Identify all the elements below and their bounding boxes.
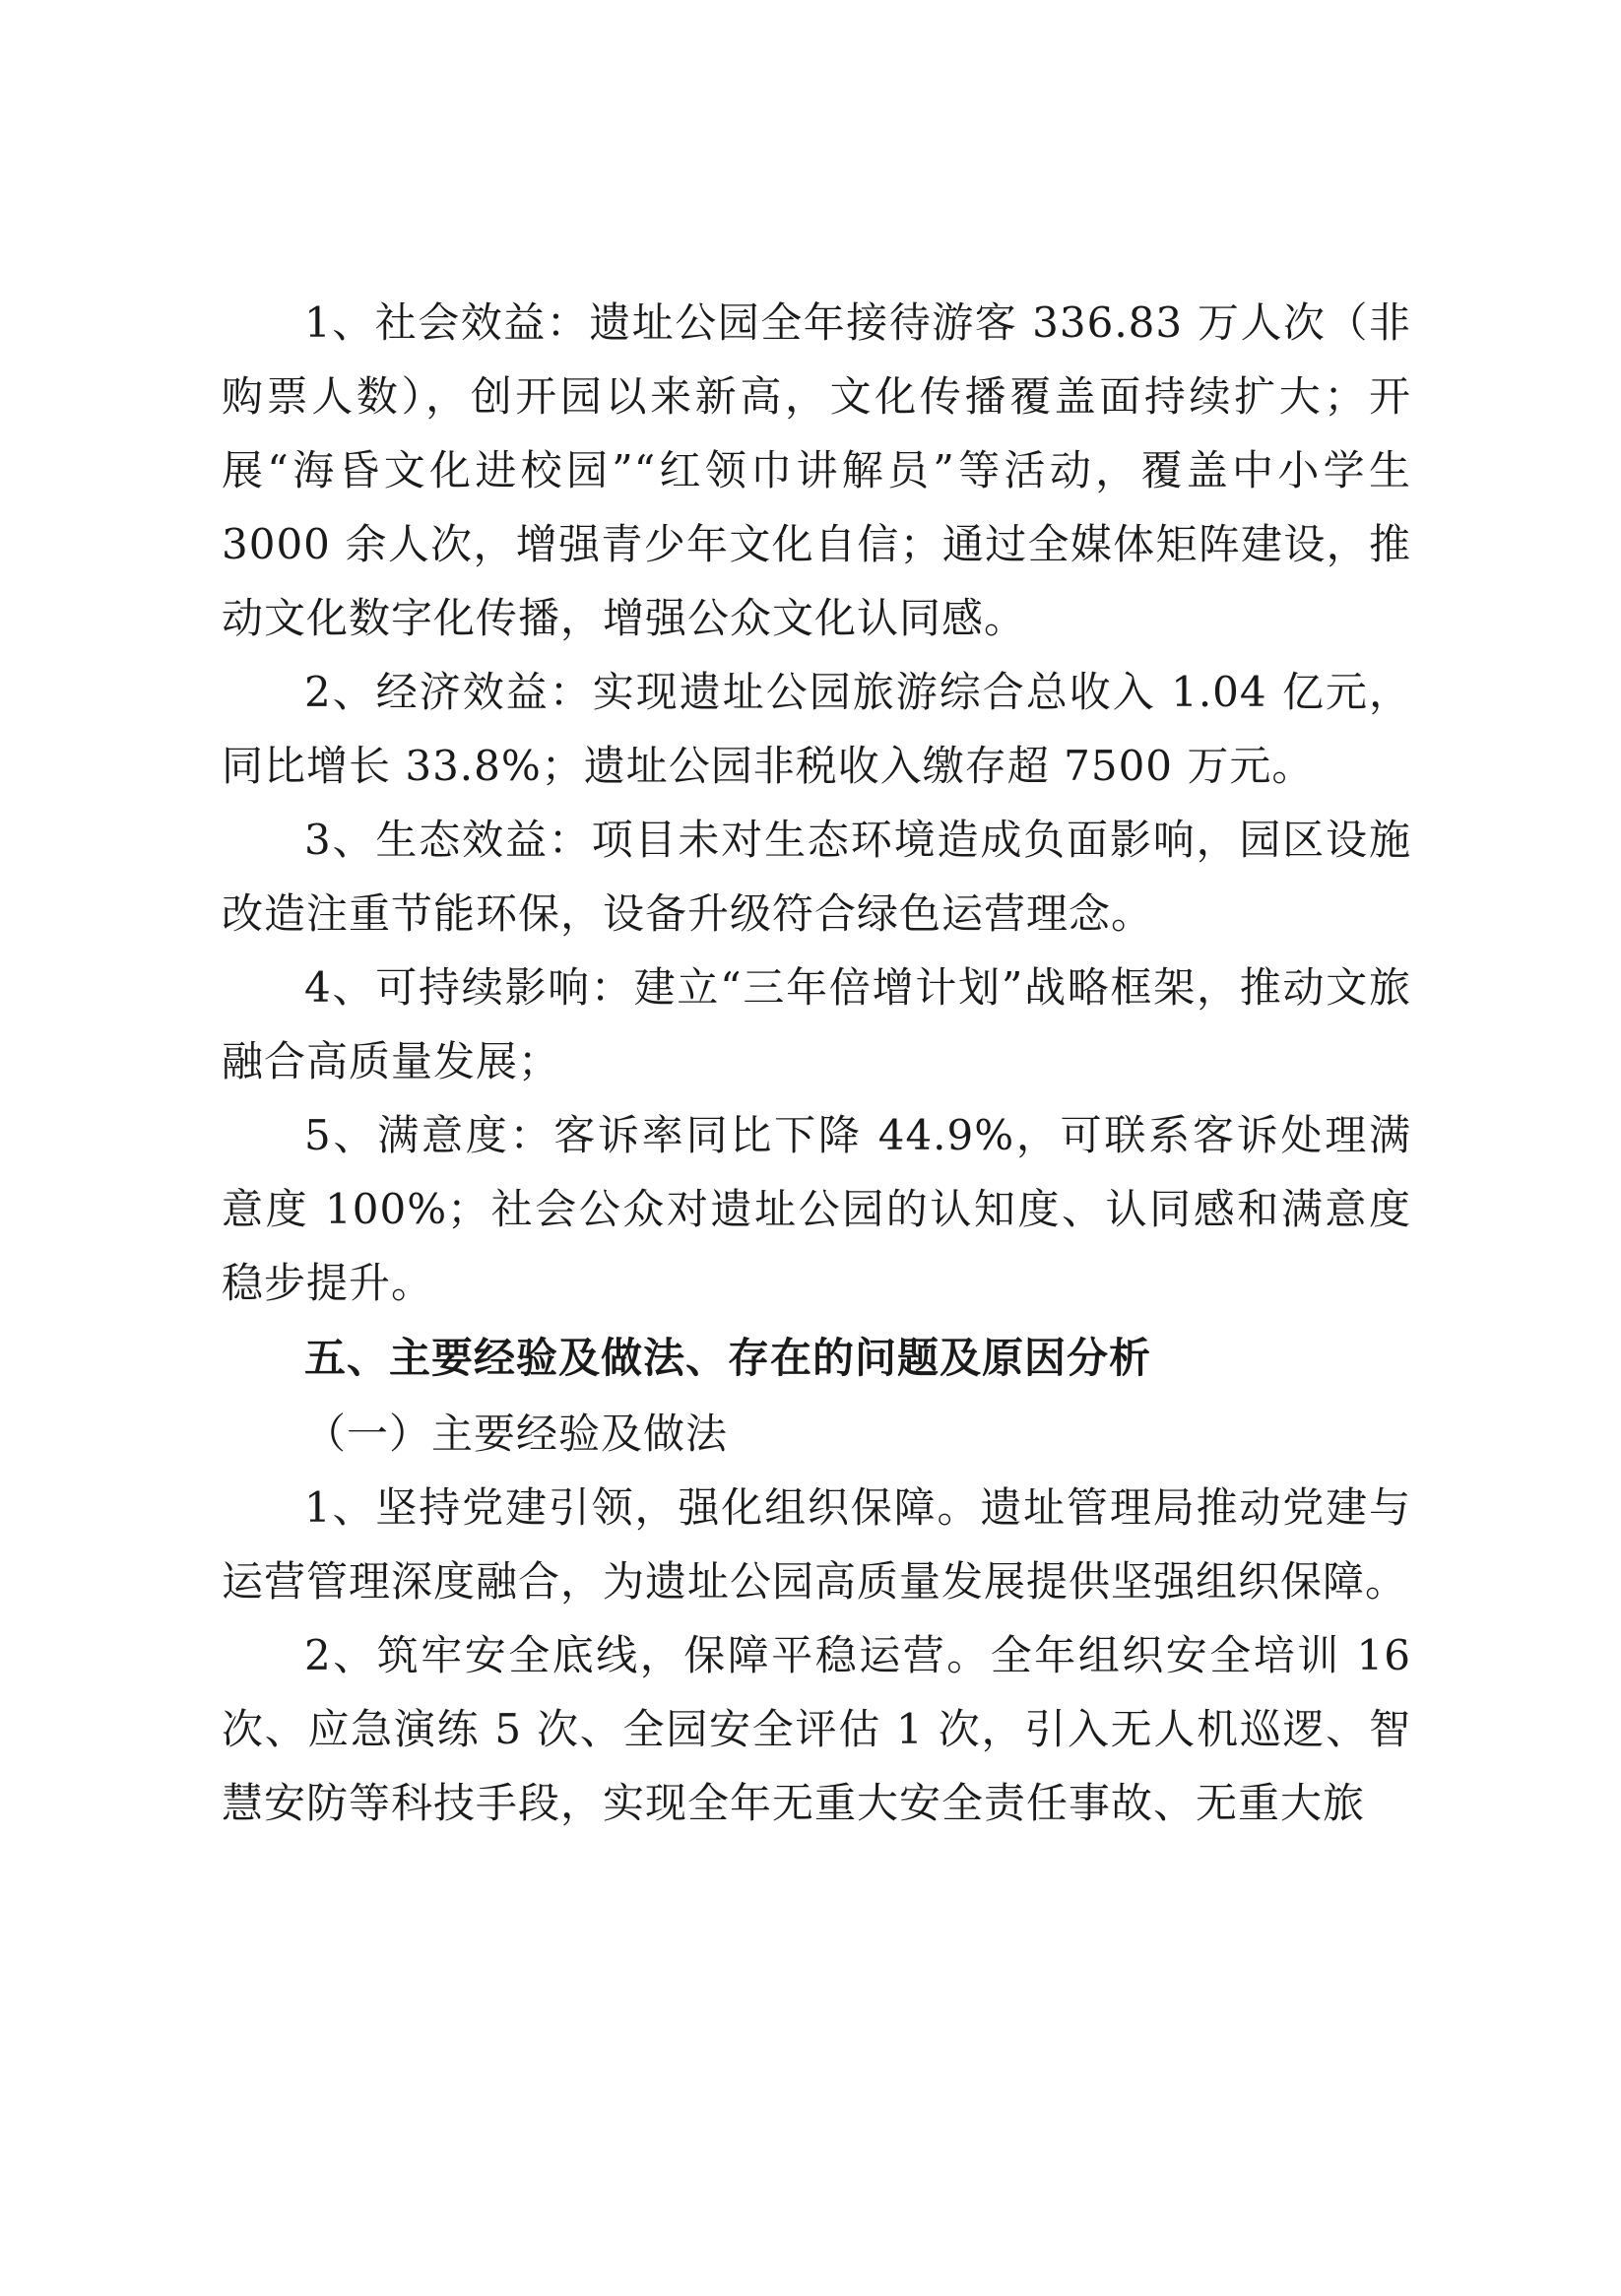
paragraph-party-leadership: 1、坚持党建引领，强化组织保障。遗址管理局推动党建与运营管理深度融合，为遗址公园高质量发展提供坚强组织保障。 [222, 1483, 1411, 1606]
section-heading: 五、主要经验及做法、存在的问题及原因分析 [304, 1334, 1152, 1382]
sub-heading: （一）主要经验及做法 [304, 1410, 729, 1458]
paragraph-safety: 2、筑牢安全底线，保障平稳运营。全年组织安全培训 16 次、应急演练 5 次、全园安全评估 1 次，引入无人机巡逻、智慧安防等科技手段，实现全年无重大安全责任事故、无重大旅 [222, 1631, 1411, 1827]
paragraph-social-benefit: 1、社会效益：遗址公园全年接待游客 336.83 万人次（非购票人数），创开园以来新高，文化传播覆盖面持续扩大；开展“海昏文化进校园”“红领巾讲解员”等活动，覆盖中小学生 3000 余人次，增强青少年文化自信；通过全媒体矩阵建设，推动文化数字化传播，增强公众文化认同感。 [222, 298, 1411, 642]
paragraph-satisfaction: 5、满意度：客诉率同比下降 44.9%，可联系客诉处理满意度 100%；社会公众对遗址公园的认知度、认同感和满意度稳步提升。 [222, 1111, 1411, 1307]
paragraph-ecological-benefit: 3、生态效益：项目未对生态环境造成负面影响，园区设施改造注重节能环保，设备升级符合绿色运营理念。 [222, 816, 1411, 938]
paragraph-sustainable-impact: 4、可持续影响：建立“三年倍增计划”战略框架，推动文旅融合高质量发展； [222, 963, 1411, 1085]
document-body [222, 286, 1411, 1840]
paragraph-economic-benefit: 2、经济效益：实现遗址公园旅游综合总收入 1.04 亿元，同比增长 33.8%；遗址公园非税收入缴存超 7500 万元。 [222, 668, 1411, 790]
